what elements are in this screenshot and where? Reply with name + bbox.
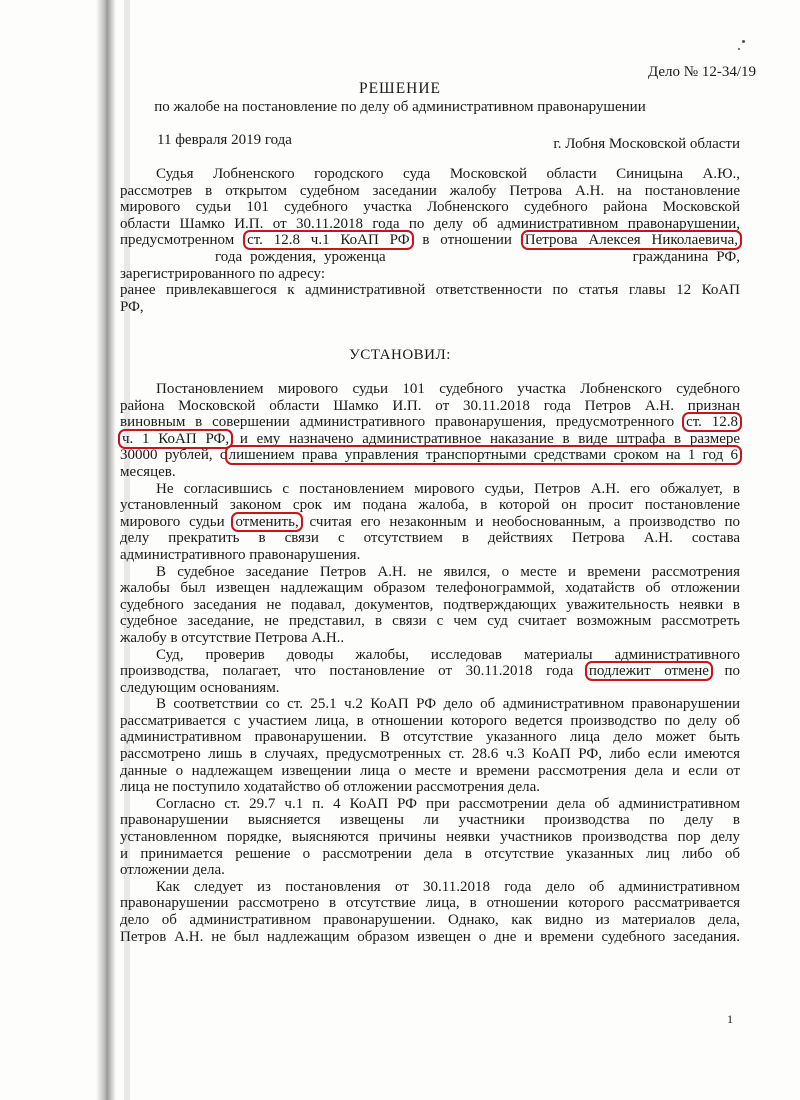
text-fragment: производства, полагает, что постановление от 30.11.2018 года (120, 663, 574, 680)
text-fragment: и ему назначено административное наказание в виде штрафа в размере (239, 430, 741, 447)
text-fragment: в отношении (422, 232, 512, 249)
text-line: данные о надлежащем извещении лица о месте и времени рассмотрения дела и если от (120, 762, 740, 779)
highlighted-article: ст. 12.8 (682, 412, 742, 432)
text-line: судебного заседания не подавал, документов, подтверждающих уважительность неявки в (120, 596, 740, 613)
text-line (120, 249, 740, 266)
text-line: района Московской области Шамко И.П. от 30.11.2018 года Петров А.Н. признан (120, 397, 740, 414)
text-line: установленном порядке, выясняются причины неявки участников производства пор делу (120, 829, 740, 846)
document-subtitle: по жалобе на постановление по делу об административном правонарушении (154, 99, 646, 115)
text-line: рассматривается с участием лица, в отношении которого ведется производство по делу об (120, 712, 740, 729)
text-line: Судья Лобненского городского суда Московской области Синицына А.Ю., (156, 166, 740, 182)
text-fragment: виновным в совершении административного правонарушения, предусмотренного (120, 414, 675, 431)
text-line: отложении дела. (120, 862, 225, 879)
text-line: установленный законом срок им подана жалоба, в которой он просит постановление (120, 497, 740, 514)
text-fragment: по (724, 663, 741, 680)
text-line: следующим основаниям. (120, 679, 280, 696)
text-line: ранее привлекавшегося к административной ответственности по статья главы 12 КоАП (120, 282, 740, 299)
text-line: жалобы был извещен надлежащим образом телефонограммой, ходатайств об отложении (120, 580, 740, 597)
scan-shadow-streak (96, 0, 116, 1100)
text-line: рассмотрено лишь в случаях, предусмотренных ст. 28.6 ч.3 КоАП РФ, либо если имеются (120, 746, 740, 763)
text-line: жалобу в отсутствие Петрова А.Н.. (120, 629, 345, 646)
text-fragment: года рождения, уроженца (215, 248, 386, 265)
document-title: РЕШЕНИЕ (358, 80, 442, 97)
text-line: В судебное заседание Петров А.Н. не явился, о месте и времени рассмотрения (156, 563, 740, 580)
text-line: В соответствии со ст. 25.1 ч.2 КоАП РФ дело об административном правонарушении (156, 696, 740, 713)
body-paragraphs (120, 381, 740, 945)
highlighted-request: отменить, (231, 512, 302, 532)
text-fragment: предусмотренном (120, 232, 235, 249)
highlighted-article: ст. 12.8 ч.1 КоАП РФ (243, 230, 414, 250)
text-fragment: гражданина РФ, (632, 248, 740, 265)
text-line: административного правонарушения. (120, 546, 361, 563)
text-line: и принимается решение о рассмотрении дела в отсутствие указанных лиц либо об (120, 845, 740, 862)
text-line (120, 514, 740, 531)
text-line: мирового судьи 101 судебного участка Лобненского судебного района Московской (120, 199, 740, 216)
text-line: Суд, проверив доводы жалобы, исследовав материалы административного (156, 646, 740, 663)
text-line: делу прекратить в связи с отсутствием в действиях Петрова А.Н. состава (120, 530, 740, 547)
text-line: Не согласившись с постановлением мирового судьи, Петров А.Н. его обжалует, в (156, 480, 740, 497)
text-line (120, 663, 740, 680)
text-line: правонарушении выясняется извещены ли участники производства по делу в (120, 812, 740, 829)
text-line: РФ, (120, 298, 144, 315)
text-line: области Шамко И.П. от 30.11.2018 года по делу об административном правонарушении, (120, 215, 740, 232)
intro-paragraph (120, 166, 740, 315)
text-line: Петров А.Н. не был надлежащим образом извещен о дне и времени судебного заседания. (120, 928, 740, 945)
text-line: зарегистрированного по адресу: (120, 265, 325, 282)
highlighted-decision: подлежит отмене (585, 661, 713, 681)
highlighted-defendant-name: Петрова Алексея Николаевича, (521, 230, 742, 250)
text-line: Постановлением мирового судьи 101 судебного участка Лобненского судебного (156, 381, 740, 397)
highlighted-article: ч. 1 КоАП РФ, (118, 429, 233, 449)
highlighted-penalty: лишением права управления транспортными средствами сроком на 1 год 6 (225, 445, 742, 465)
section-heading: УСТАНОВИЛ: (349, 347, 451, 363)
text-line (120, 232, 740, 249)
document-place: г. Лобня Московской области (553, 136, 740, 152)
scan-speck (742, 40, 745, 43)
text-fragment: считая его незаконным и необоснованным, а производство по (309, 513, 741, 530)
text-line (120, 447, 740, 464)
text-fragment: мирового судьи (120, 513, 225, 530)
text-line: месяцев. (120, 463, 176, 480)
text-line: Согласно ст. 29.7 ч.1 п. 4 КоАП РФ при рассмотрении дела об административном (156, 795, 740, 812)
text-line: административном правонарушении. В отсутствие указанного лица дело может быть (120, 729, 740, 746)
text-line: дело об административном правонарушении. Однако, как видно из материалов дела, (120, 912, 740, 928)
text-line: рассмотрев в открытом судебном заседании жалобу Петрова А.Н. на постановление (120, 182, 740, 199)
case-number: Дело № 12-34/19 (647, 64, 756, 80)
text-line: правонарушении рассмотрено в отсутствие лица, в отношении которого рассматривается (120, 895, 740, 912)
page-number: 1 (727, 1012, 733, 1026)
text-line: Как следует из постановления от 30.11.2018 года дело об административном (156, 878, 740, 895)
text-line: судебное заседание, не представил, в связи с чем суд считает возможным рассмотреть (120, 613, 740, 630)
text-fragment: 30000 рублей, с (120, 447, 227, 464)
text-line: лица не поступило ходатайство об отложении рассмотрения дела. (120, 779, 541, 796)
document-date: 11 февраля 2019 года (157, 132, 292, 148)
scan-speck (738, 48, 740, 50)
